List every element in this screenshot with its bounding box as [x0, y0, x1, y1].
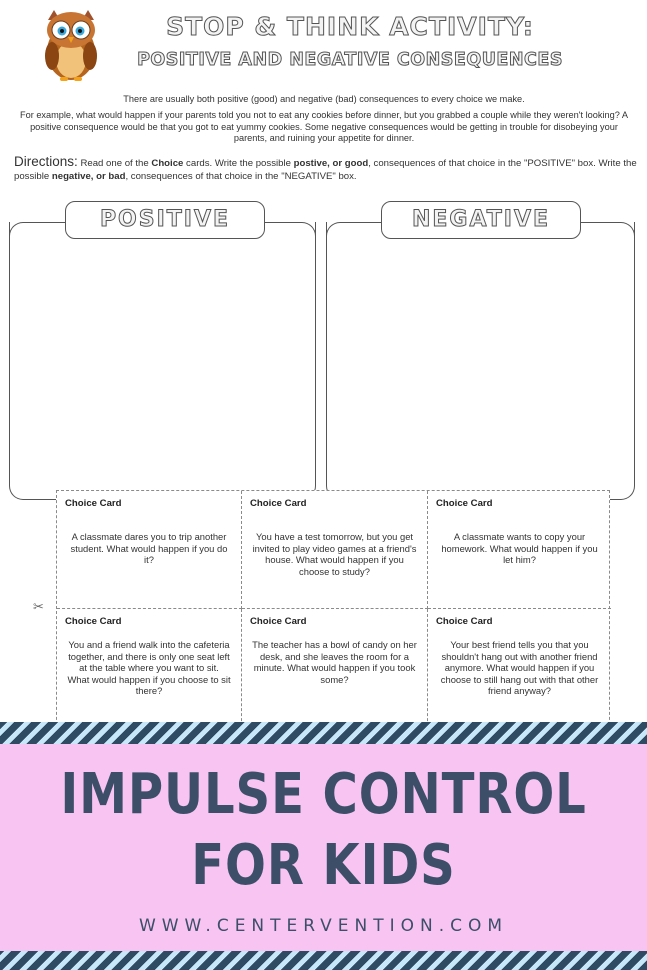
title-line-1: STOP & THINK ACTIVITY: [166, 12, 534, 41]
directions-part-3: , consequences of that choice in the "POSITIVE" box. Write the possible [14, 158, 637, 182]
negative-answer-box[interactable] [326, 222, 635, 500]
choice-card-text: You have a test tomorrow, but you get invited to play video games at a friend's house. What would happen if you choose to study? [252, 531, 417, 577]
choice-card-title: Choice Card [250, 616, 307, 627]
directions-part-4: , consequences of that choice in the "NEGATIVE" box. [125, 171, 357, 182]
directions-part-1: Read one of the [77, 158, 152, 169]
directions-text [14, 155, 640, 183]
choice-cards-grid [56, 490, 610, 730]
intro-text-1: There are usually both positive (good) and negative (bad) consequences to every choice we make. [123, 94, 525, 104]
choice-card-2[interactable] [242, 491, 428, 609]
choice-card-text: A classmate wants to copy your homework. What would happen if you let him? [441, 531, 598, 566]
choice-card-title: Choice Card [250, 498, 307, 509]
negative-box-corner-left [326, 222, 348, 244]
choice-card-text: You and a friend walk into the cafeteria together, and there is only one seat left at the table where you want to sit. What would happen if you choose to sit there? [67, 639, 231, 697]
directions-part-2: cards. Write the possible [183, 158, 294, 169]
directions-bold-3: negative, or bad [51, 171, 126, 182]
choice-card-text: Your best friend tells you that you shouldn't hang out with another friend anymore. What would happen if you choose to still hang out with that other friend anyway? [440, 639, 599, 697]
choice-card-text: The teacher has a bowl of candy on her desk, and she leaves the room for a minute. What would happen if you took some? [252, 639, 417, 685]
negative-box-top-left [348, 222, 381, 223]
positive-box-corner-left [9, 222, 31, 244]
choice-card-title: Choice Card [65, 616, 122, 627]
negative-box-top-right [581, 222, 613, 223]
positive-box-top-left [31, 222, 65, 223]
choice-card-title: Choice Card [65, 498, 122, 509]
directions-label: Directions: [14, 154, 78, 169]
choice-card-1[interactable] [57, 491, 242, 609]
banner-title-line-1: IMPULSE CONTROL [60, 762, 587, 827]
intro-text-2: For example, what would happen if your parents told you not to eat any cookies before dinner, but you grabbed a couple while they weren't looking? A positive consequence would be that you got to eat yummy cookies. Some negative consequences would be getting in trouble for disobeying your parents, and ruining your appetite for dinner. [19, 110, 628, 143]
choice-card-text: A classmate dares you to trip another student. What would happen if you do it? [70, 531, 228, 566]
choice-card-6[interactable] [428, 609, 611, 731]
choice-card-3[interactable] [428, 491, 611, 609]
positive-answer-box[interactable] [9, 222, 316, 500]
stripe-border-bottom [0, 951, 647, 970]
choice-card-title: Choice Card [436, 498, 493, 509]
choice-card-4[interactable] [57, 609, 242, 731]
owl-mascot-icon [40, 8, 102, 82]
negative-heading: NEGATIVE [381, 201, 581, 239]
scissors-icon: ✂ [33, 599, 44, 614]
choice-card-5[interactable] [242, 609, 428, 731]
positive-box-top-right [265, 222, 294, 223]
directions-bold-1: Choice [151, 158, 184, 169]
banner-title-line-2: FOR KIDS [191, 833, 456, 898]
stripe-border-top [0, 722, 647, 744]
choice-card-title: Choice Card [436, 616, 493, 627]
website-link[interactable]: WWW.CENTERVENTION.COM [138, 916, 509, 936]
directions-bold-2: postive, or good [293, 158, 369, 169]
positive-heading: POSITIVE [65, 201, 265, 239]
title-line-2: POSITIVE AND NEGATIVE CONSEQUENCES [137, 50, 563, 70]
